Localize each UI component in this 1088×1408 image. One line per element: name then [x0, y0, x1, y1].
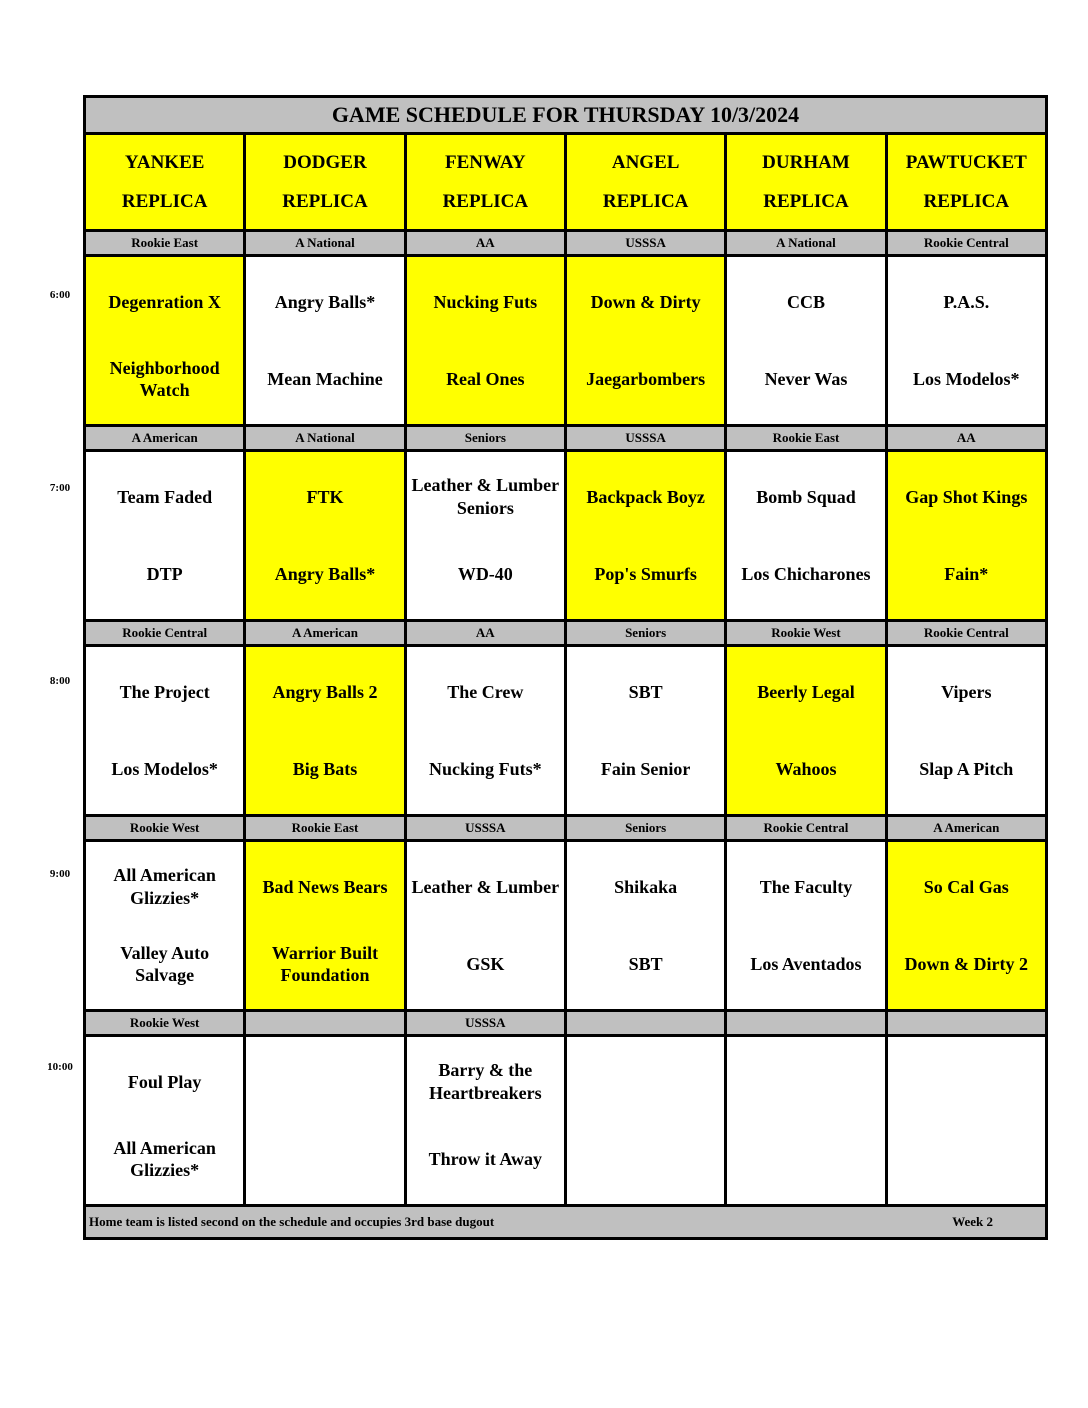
home-team: Pop's Smurfs: [594, 564, 697, 584]
home-team: Fain*: [944, 564, 989, 584]
field-header-pawtucket: [888, 135, 1045, 229]
home-team: All American Glizzies*: [113, 1137, 216, 1181]
footer-bar: [86, 1204, 1045, 1237]
away-team: So Cal Gas: [923, 876, 1009, 897]
home-team: Real Ones: [446, 369, 525, 389]
field-header-yankee: [86, 135, 246, 229]
field-header-row: [86, 135, 1045, 229]
division-label: Rookie Central: [727, 817, 887, 839]
game-cell: [727, 1037, 887, 1204]
game-row: [86, 647, 1045, 814]
game-cell: [727, 842, 887, 1009]
game-cell: [567, 1037, 727, 1204]
division-label: Rookie East: [727, 427, 887, 449]
home-team: GSK: [466, 954, 505, 974]
game-cell: [407, 257, 567, 424]
away-team: Down & Dirty: [590, 291, 701, 312]
field-subtitle: REPLICA: [282, 190, 368, 212]
field-name: FENWAY: [445, 151, 526, 173]
home-team: Down & Dirty 2: [904, 954, 1029, 974]
game-cell: [727, 452, 887, 619]
division-label: Rookie West: [86, 1012, 246, 1034]
game-cell: [407, 452, 567, 619]
game-row: [86, 452, 1045, 619]
away-team: Leather & Lumber: [411, 876, 560, 897]
field-header-dodger: [246, 135, 406, 229]
game-row: [86, 842, 1045, 1009]
game-cell: [86, 1037, 246, 1204]
game-cell: [888, 452, 1045, 619]
away-team: Angry Balls 2: [272, 681, 378, 702]
schedule-title: GAME SCHEDULE FOR THURSDAY 10/3/2024: [86, 98, 1045, 135]
game-cell: [246, 452, 406, 619]
division-label: Rookie West: [86, 817, 246, 839]
away-team: Shikaka: [614, 876, 678, 897]
home-team: WD-40: [457, 564, 513, 584]
home-team: Nucking Futs*: [429, 759, 542, 779]
time-label: 7:00: [49, 482, 71, 494]
time-slots: [86, 229, 1045, 1204]
division-label: USSSA: [407, 1012, 567, 1034]
division-label: A American: [888, 817, 1045, 839]
game-cell: [246, 257, 406, 424]
game-cell: [407, 1037, 567, 1204]
field-name: PAWTUCKET: [905, 151, 1027, 173]
home-team: Los Aventados: [750, 954, 862, 974]
game-cell: [407, 647, 567, 814]
away-team: The Project: [119, 681, 210, 702]
division-label: Rookie East: [86, 232, 246, 254]
field-subtitle: REPLICA: [121, 190, 208, 212]
field-name: YANKEE: [124, 151, 205, 173]
division-label: Rookie Central: [888, 232, 1045, 254]
game-cell: [86, 842, 246, 1009]
game-cell: [86, 257, 246, 424]
field-name: ANGEL: [611, 151, 680, 173]
home-team: Neighborhood Watch: [109, 357, 220, 401]
division-row: [86, 619, 1045, 647]
away-team: Nucking Futs: [433, 291, 538, 312]
home-team: Los Modelos*: [111, 759, 218, 779]
home-team: Throw it Away: [428, 1149, 542, 1169]
division-label: A American: [86, 427, 246, 449]
division-row: [86, 814, 1045, 842]
away-team: Bomb Squad: [756, 486, 856, 507]
game-row: [86, 1037, 1045, 1204]
game-cell: [246, 1037, 406, 1204]
division-label: Rookie Central: [86, 622, 246, 644]
away-team: P.A.S.: [943, 291, 990, 312]
division-row: [86, 229, 1045, 257]
home-team: SBT: [628, 954, 663, 974]
game-cell: [567, 842, 727, 1009]
field-subtitle: REPLICA: [763, 190, 849, 212]
division-label: USSSA: [407, 817, 567, 839]
home-team: Valley Auto Salvage: [120, 942, 210, 986]
division-label: [888, 1012, 1045, 1034]
division-label: USSSA: [567, 232, 727, 254]
away-team: Angry Balls*: [274, 291, 376, 312]
home-team: Los Chicharones: [741, 564, 871, 584]
game-cell: [888, 647, 1045, 814]
division-row: [86, 1009, 1045, 1037]
division-label: Rookie West: [727, 622, 887, 644]
away-team: Backpack Boyz: [586, 486, 705, 507]
division-row: [86, 424, 1045, 452]
division-label: [567, 1012, 727, 1034]
division-label: [246, 1012, 406, 1034]
home-team: Los Modelos*: [913, 369, 1020, 389]
home-team: Fain Senior: [600, 759, 691, 779]
away-team: Vipers: [941, 681, 992, 702]
home-team: Angry Balls*: [274, 564, 376, 584]
away-team: Foul Play: [127, 1071, 202, 1092]
game-cell: [727, 647, 887, 814]
away-team: SBT: [628, 681, 663, 702]
division-label: AA: [888, 427, 1045, 449]
game-cell: [86, 452, 246, 619]
away-team: Gap Shot Kings: [905, 486, 1028, 507]
away-team: CCB: [786, 291, 825, 312]
division-label: AA: [407, 232, 567, 254]
field-name: DODGER: [283, 151, 367, 173]
away-team: Beerly Legal: [757, 681, 855, 702]
division-label: A National: [246, 427, 406, 449]
game-cell: [246, 842, 406, 1009]
division-label: Seniors: [567, 817, 727, 839]
division-label: [727, 1012, 887, 1034]
game-cell: [567, 452, 727, 619]
away-team: Leather & Lumber Seniors: [411, 475, 560, 518]
game-cell: [888, 842, 1045, 1009]
time-label: 6:00: [49, 289, 71, 301]
game-row: [86, 257, 1045, 424]
away-team: Team Faded: [117, 486, 213, 507]
away-team: FTK: [306, 486, 344, 507]
home-team: Slap A Pitch: [919, 759, 1014, 779]
away-team: Bad News Bears: [262, 876, 388, 897]
field-subtitle: REPLICA: [602, 190, 689, 212]
division-label: USSSA: [567, 427, 727, 449]
game-cell: [567, 647, 727, 814]
home-team: Big Bats: [292, 759, 358, 779]
game-cell: [888, 257, 1045, 424]
home-team: Mean Machine: [267, 369, 383, 389]
game-cell: [407, 842, 567, 1009]
time-label: 10:00: [47, 1061, 73, 1073]
schedule-table: [83, 95, 1048, 1240]
division-label: A National: [246, 232, 406, 254]
field-header-durham: [727, 135, 887, 229]
division-label: A American: [246, 622, 406, 644]
field-header-fenway: [407, 135, 567, 229]
away-team: Barry & the Heartbreakers: [429, 1060, 542, 1103]
division-label: Rookie East: [246, 817, 406, 839]
home-team: Never Was: [764, 369, 848, 389]
field-subtitle: REPLICA: [442, 190, 529, 212]
home-team: Jaegarbombers: [586, 369, 706, 389]
home-team: DTP: [146, 564, 183, 584]
field-subtitle: REPLICA: [923, 190, 1010, 212]
week-label: Week 2: [952, 1214, 993, 1229]
away-team: All American Glizzies*: [113, 865, 216, 908]
division-label: Seniors: [407, 427, 567, 449]
game-cell: [888, 1037, 1045, 1204]
home-team: Wahoos: [775, 759, 837, 779]
footer-note: Home team is listed second on the schedule and occupies 3rd base dugout: [89, 1214, 495, 1229]
home-team: Warrior Built Foundation: [271, 942, 379, 986]
game-cell: [246, 647, 406, 814]
away-team: The Faculty: [759, 876, 853, 897]
field-name: DURHAM: [762, 151, 850, 173]
division-label: Rookie Central: [888, 622, 1045, 644]
time-label: 8:00: [49, 675, 71, 687]
game-cell: [727, 257, 887, 424]
field-header-angel: [567, 135, 727, 229]
away-team: Degenration X: [108, 291, 221, 312]
division-label: Seniors: [567, 622, 727, 644]
away-team: The Crew: [447, 681, 524, 702]
division-label: A National: [727, 232, 887, 254]
game-cell: [567, 257, 727, 424]
time-label: 9:00: [49, 868, 71, 880]
game-cell: [86, 647, 246, 814]
division-label: AA: [407, 622, 567, 644]
